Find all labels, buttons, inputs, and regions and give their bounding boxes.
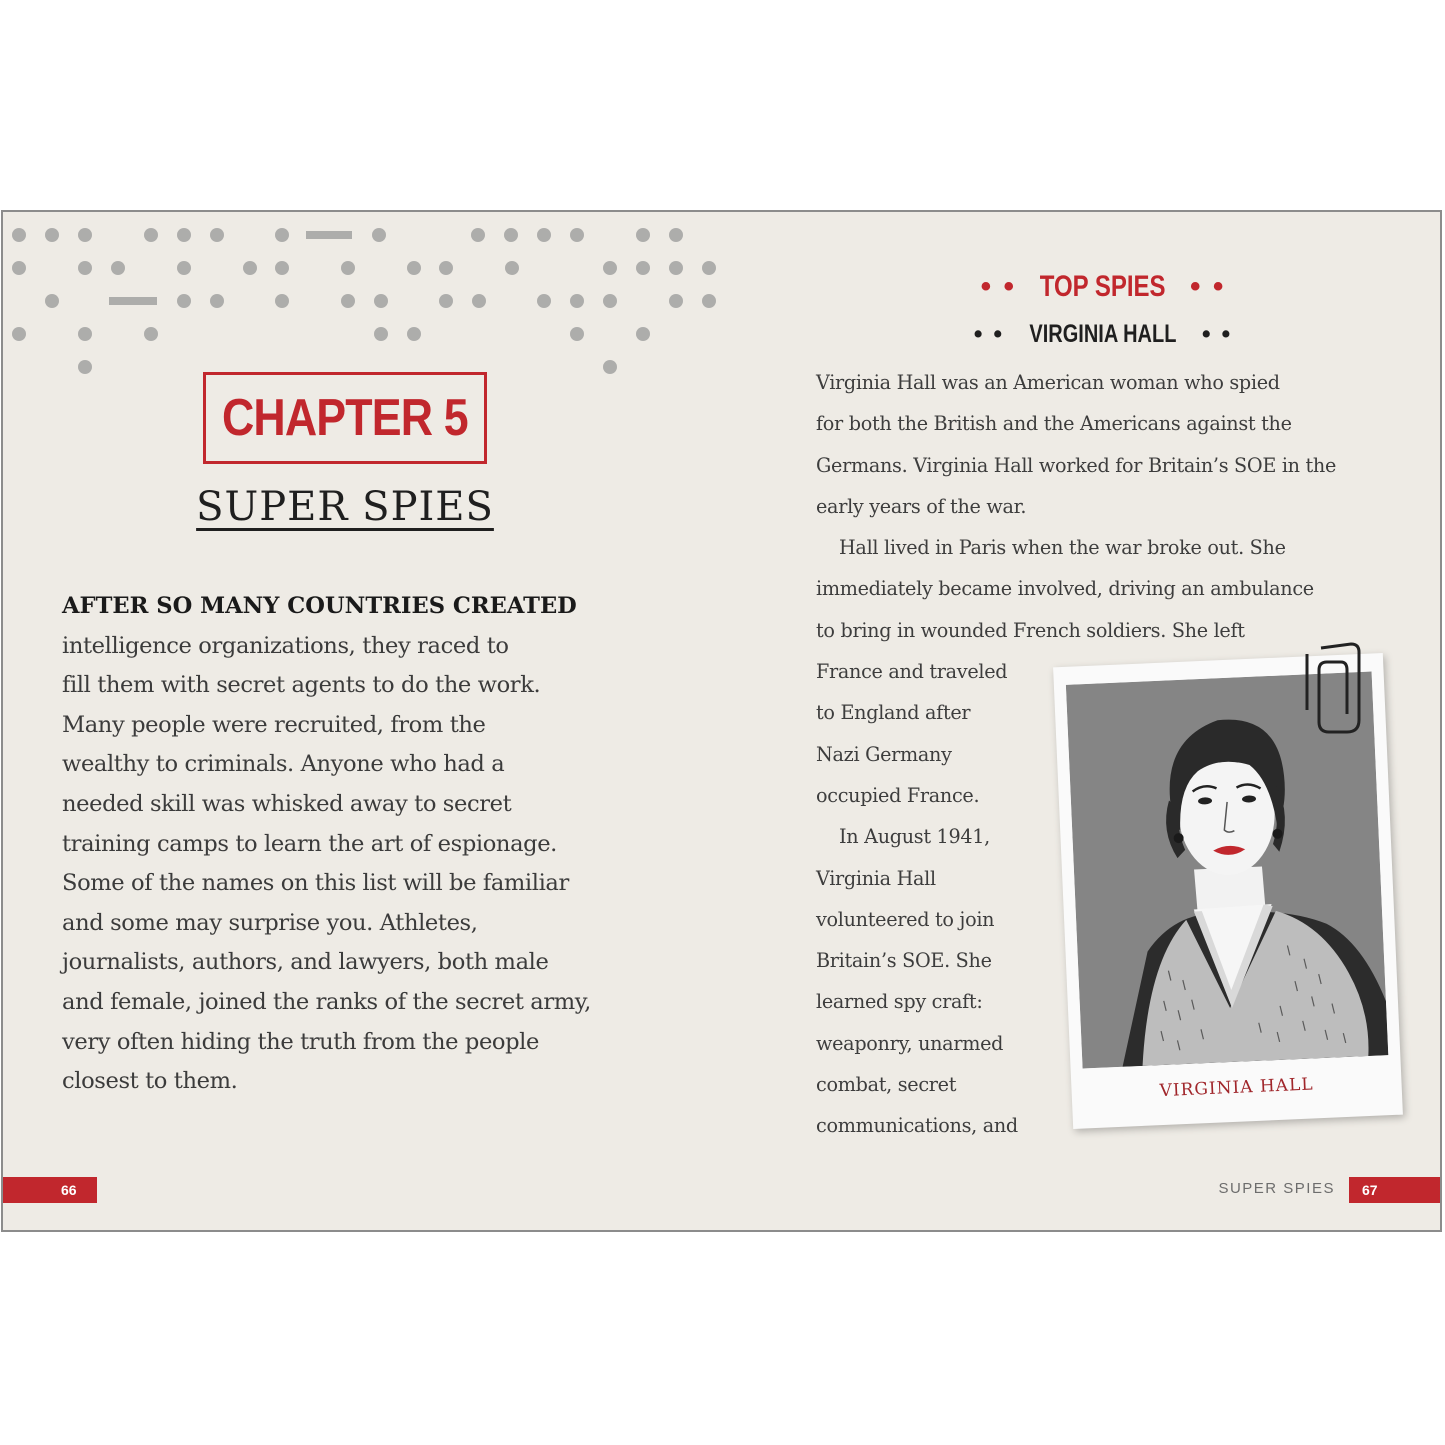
chapter-label-box [203,372,487,464]
page-number-right: 67 [1362,1182,1378,1198]
body-line: Germans. Virginia Hall worked for Britain’s SOE in the [816,453,1337,477]
page-number-left: 66 [61,1182,77,1198]
photo-caption: VIRGINIA HALL [1159,1074,1314,1102]
paperclip-icon [1293,640,1363,740]
body-line: early years of the war. [816,494,1027,518]
body-line: journalists, authors, and lawyers, both male [62,949,549,976]
body-line: closest to them. [62,1068,238,1095]
book-spread [1,210,1442,1232]
running-head: SUPER SPIES [1218,1180,1335,1197]
body-line: needed skill was whisked away to secret [62,790,512,817]
chapter-title: SUPER SPIES [196,484,494,530]
right-page-footer-bar [1349,1177,1442,1203]
morse-code-decoration [3,212,743,392]
body-line: wealthy to criminals. Anyone who had a [62,751,505,778]
body-line: fill them with secret agents to do the work. [62,672,541,699]
body-line: intelligence organizations, they raced to [62,632,509,659]
body-line: to England after [816,701,971,725]
body-line: combat, secret [816,1073,957,1097]
body-line: occupied France. [816,783,980,807]
lead-in-text: AFTER SO MANY COUNTRIES CREATED [62,593,577,619]
body-line: to bring in wounded French soldiers. She left [816,618,1245,642]
body-line: France and traveled [816,660,1008,684]
body-line: and some may surprise you. Athletes, [62,909,478,936]
chapter-intro-text [62,587,642,1102]
body-line: weaponry, unarmed [816,1031,1004,1055]
body-line: very often hiding the truth from the people [62,1028,539,1055]
body-line: training camps to learn the art of espionage. [62,830,557,857]
section-heading: • • TOP SPIES • • [980,270,1226,303]
body-line: learned spy craft: [816,990,983,1014]
body-line: In August 1941, [839,825,990,849]
body-line: Hall lived in Paris when the war broke out. She [839,536,1286,560]
body-line: Many people were recruited, from the [62,711,486,738]
subject-heading: • • VIRGINIA HALL • • [973,320,1233,348]
chapter-label: CHAPTER 5 [222,389,468,447]
body-line: Virginia Hall was an American woman who spied [816,371,1280,394]
body-line: Some of the names on this list will be familiar [62,870,569,897]
section-label: TOP SPIES [1040,270,1166,303]
body-line: and female, joined the ranks of the secret army, [62,988,591,1015]
body-line: for both the British and the Americans against the [816,412,1292,436]
body-line: communications, and [816,1114,1018,1138]
body-line: Nazi Germany [816,742,952,766]
subject-name: VIRGINIA HALL [1029,320,1177,348]
body-line: immediately became involved, driving an ambulance [816,577,1314,601]
body-line: Virginia Hall [816,866,936,890]
body-line: volunteered to join [816,907,995,931]
left-page-footer-bar [3,1177,97,1203]
body-line: Britain’s SOE. She [816,949,992,973]
